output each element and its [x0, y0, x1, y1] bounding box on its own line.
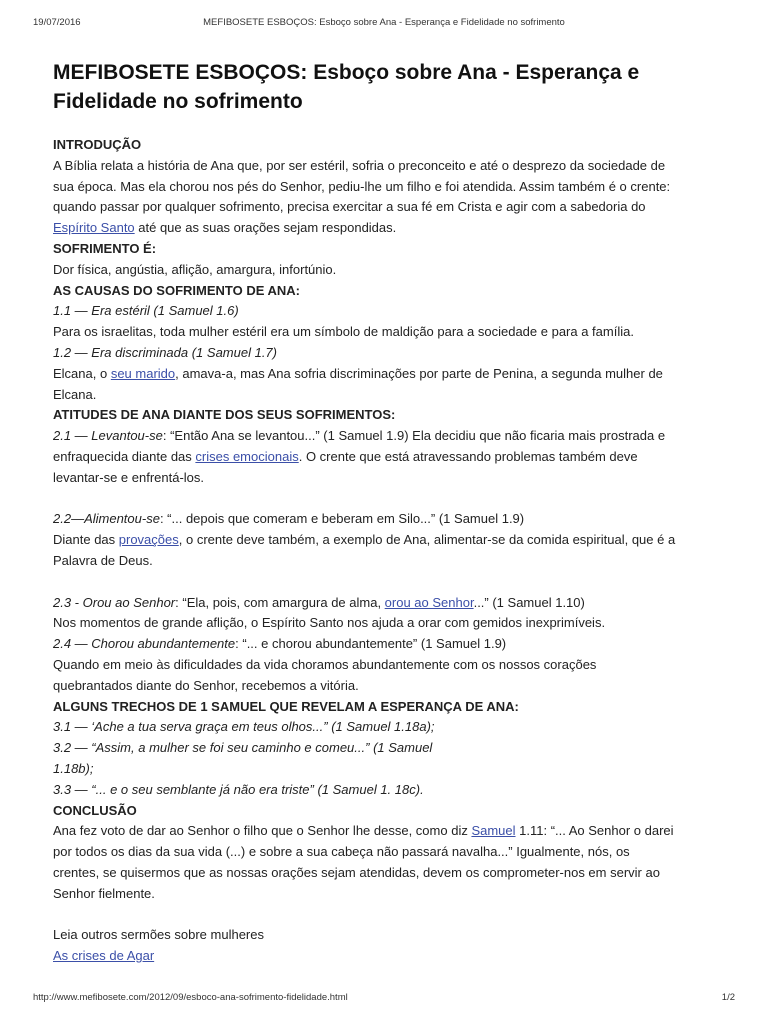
sofrimento-heading: SOFRIMENTO É: — [53, 240, 157, 256]
atitude-text: enfraquecida diante das — [53, 448, 196, 464]
intro-line: sua época. Mas ela chorou nos pés do Senhor, pediu-lhe um filho e foi atendida. Assim também é o crente: — [53, 178, 671, 194]
atitude-line — [53, 530, 723, 551]
atitudes-heading: ATITUDES DE ANA DIANTE DOS SEUS SOFRIMENTOS: — [53, 407, 396, 423]
atitude-line — [53, 509, 723, 530]
sofrimento-text: Dor física, angústia, aflição, amargura, infortúnio. — [53, 261, 337, 277]
atitude-label: 2.1 — Levantou-se — [53, 428, 163, 444]
atitude-text: : “... depois que comeram e beberam em Silo...” (1 Samuel 1.9) — [159, 511, 525, 527]
article-title — [53, 58, 723, 116]
intro-heading: INTRODUÇÃO — [53, 137, 142, 152]
trechos-heading: ALGUNS TRECHOS DE 1 SAMUEL QUE REVELAM A ESPERANÇA DE ANA: — [53, 698, 519, 714]
article-title-line1: MEFIBOSETE ESBOÇOS: Esboço sobre Ana - Esperança e — [53, 61, 640, 84]
atitude-line — [53, 426, 723, 447]
causa-text: Elcana. — [53, 386, 97, 402]
causa-text: Para os israelitas, toda mulher estéril era um símbolo de maldição para a sociedade e para a família. — [53, 324, 634, 340]
causa-text — [53, 364, 723, 385]
crises-emocionais-link[interactable]: crises emocionais — [195, 448, 299, 464]
trecho-line: 3.1 — ‘Ache a tua serva graça em teus olhos...” (1 Samuel 1.18a); — [53, 719, 435, 735]
atitude-line: Nos momentos de grande aflição, o Espírito Santo nos ajuda a orar com gemidos inexprimíveis. — [53, 615, 606, 631]
atitude-line: Palavra de Deus. — [53, 552, 153, 568]
atitude-line — [53, 447, 723, 468]
atitude-label: 2.4 — Chorou abundantemente — [53, 636, 236, 652]
espirito-santo-link[interactable]: Espírito Santo — [53, 220, 135, 236]
atitude-line — [53, 634, 723, 655]
atitude-text: . O crente que está atravessando problemas também deve — [298, 448, 638, 464]
causa-title: 1.2 — Era discriminada (1 Samuel 1.7) — [53, 344, 277, 360]
intro-line: A Bíblia relata a história de Ana que, por ser estéril, sofria o preconceito e até o desprezo da sociedade de — [53, 157, 666, 173]
intro-line — [53, 218, 723, 239]
atitude-text: , o crente deve também, a exemplo de Ana, alimentar-se da comida espiritual, que é a — [178, 532, 676, 548]
spacer — [53, 904, 723, 925]
print-title: MEFIBOSETE ESBOÇOS: Esboço sobre Ana - Esperança e Fidelidade no sofrimento — [203, 17, 565, 28]
spacer — [53, 572, 723, 593]
page-number: 1/2 — [721, 992, 735, 1003]
orou-ao-senhor-link[interactable]: orou ao Senhor — [384, 594, 474, 610]
more-sermons-text: Leia outros sermões sobre mulheres — [53, 927, 264, 943]
atitude-text: : “Ela, pois, com amargura de alma, — [175, 594, 385, 610]
atitude-line — [53, 593, 723, 614]
crises-de-agar-link[interactable]: As crises de Agar — [53, 948, 155, 964]
more-sermons-line — [53, 946, 723, 967]
print-date: 19/07/2016 — [33, 17, 81, 28]
seu-marido-link[interactable]: seu marido — [110, 365, 176, 381]
print-footer — [33, 992, 735, 1006]
provacoes-link[interactable]: provações — [118, 532, 179, 548]
spacer — [53, 489, 723, 510]
atitude-text: ...” (1 Samuel 1.10) — [473, 594, 585, 610]
atitude-line: levantar-se e enfrentá-los. — [53, 469, 205, 485]
atitude-text: Diante das — [53, 532, 119, 548]
print-header — [33, 17, 735, 31]
atitude-line: quebrantados diante do Senhor, recebemos a vitória. — [53, 677, 359, 693]
atitude-text: : “... e chorou abundantemente” (1 Samuel 1.9) — [235, 636, 507, 652]
intro-line-text: até que as suas orações sejam respondidas. — [134, 220, 397, 236]
trecho-line: 1.18b); — [53, 760, 94, 776]
atitude-label: 2.3 - Orou ao Senhor — [53, 594, 176, 610]
intro-line: quando passar por qualquer sofrimento, precisa exercitar a sua fé em Crista e agir com a sabedoria do — [53, 199, 646, 215]
conclusao-line: crentes, se quisermos que as nossas orações sejam atendidas, devem os comprometer-nos em servir ao — [53, 864, 660, 880]
causa-text-part: , amava-a, mas Ana sofria discriminações por parte de Penina, a segunda mulher de — [175, 365, 663, 381]
atitude-text: : “Então Ana se levantou...” (1 Samuel 1.9) Ela decidiu que não ficaria mais prostrada e — [162, 428, 666, 444]
article-title-line2: Fidelidade no sofrimento — [53, 90, 303, 113]
causas-heading: AS CAUSAS DO SOFRIMENTO DE ANA: — [53, 282, 301, 298]
article — [53, 58, 723, 967]
conclusao-line: Senhor fielmente. — [53, 885, 155, 901]
conclusao-line: por todos os dias da sua vida (...) e sobre a sua cabeça não passará navalha...” Igualmente, nós, os — [53, 844, 630, 860]
causa-text-part: Elcana, o — [53, 365, 111, 381]
conclusao-heading: CONCLUSÃO — [53, 802, 137, 818]
samuel-link[interactable]: Samuel — [471, 823, 516, 839]
causa-title: 1.1 — Era estéril (1 Samuel 1.6) — [53, 303, 239, 319]
atitude-label: 2.2—Alimentou-se — [53, 511, 160, 527]
conclusao-text: Ana fez voto de dar ao Senhor o filho que o Senhor lhe desse, como diz — [53, 823, 472, 839]
conclusao-line — [53, 821, 723, 842]
atitude-line: Quando em meio às dificuldades da vida choramos abundantemente com os nossos corações — [53, 656, 597, 672]
trecho-line: 3.3 — “... e o seu semblante já não era triste” (1 Samuel 1. 18c). — [53, 781, 424, 797]
print-url: http://www.mefibosete.com/2012/09/esboco-ana-sofrimento-fidelidade.html — [33, 992, 348, 1003]
conclusao-text: 1.11: “... Ao Senhor o darei — [515, 823, 674, 839]
trecho-line: 3.2 — “Assim, a mulher se foi seu caminho e comeu...” (1 Samuel — [53, 740, 433, 756]
